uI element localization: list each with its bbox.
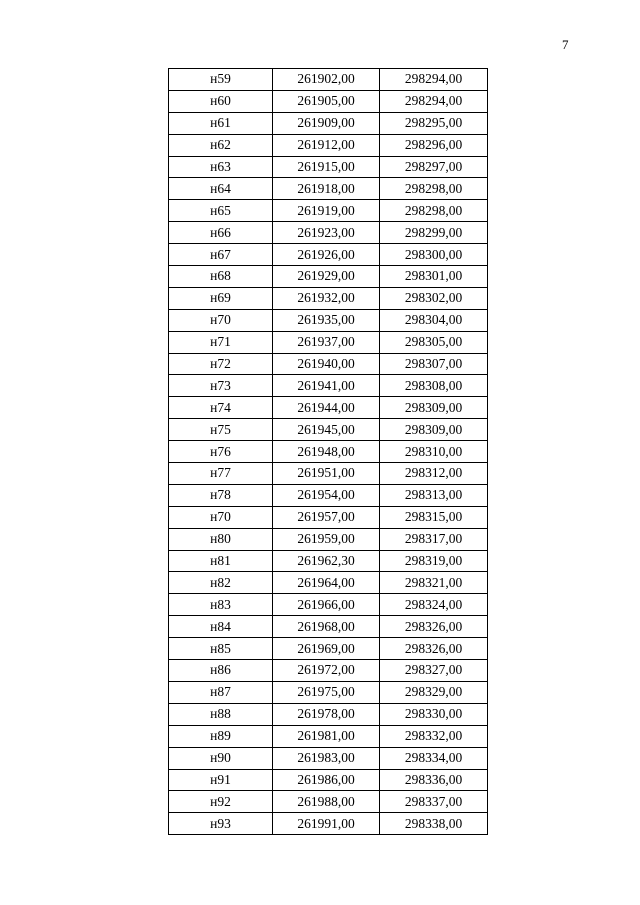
- point-cell: н81: [169, 550, 273, 572]
- point-cell: н89: [169, 725, 273, 747]
- y-coordinate-cell: 298315,00: [380, 506, 488, 528]
- y-coordinate-cell: 298298,00: [380, 200, 488, 222]
- point-cell: н80: [169, 528, 273, 550]
- x-coordinate-cell: 261905,00: [273, 90, 380, 112]
- point-cell: н84: [169, 616, 273, 638]
- x-coordinate-cell: 261988,00: [273, 791, 380, 813]
- point-cell: н74: [169, 397, 273, 419]
- coordinates-table: [168, 68, 488, 835]
- x-coordinate-cell: 261986,00: [273, 769, 380, 791]
- point-cell: н65: [169, 200, 273, 222]
- point-cell: н71: [169, 331, 273, 353]
- y-coordinate-cell: 298309,00: [380, 419, 488, 441]
- y-coordinate-cell: 298301,00: [380, 266, 488, 288]
- x-coordinate-cell: 261966,00: [273, 594, 380, 616]
- point-cell: н59: [169, 69, 273, 91]
- point-cell: н78: [169, 484, 273, 506]
- table-row: [169, 397, 488, 419]
- y-coordinate-cell: 298312,00: [380, 463, 488, 485]
- table-row: [169, 572, 488, 594]
- x-coordinate-cell: 261968,00: [273, 616, 380, 638]
- y-coordinate-cell: 298296,00: [380, 134, 488, 156]
- y-coordinate-cell: 298313,00: [380, 484, 488, 506]
- x-coordinate-cell: 261935,00: [273, 309, 380, 331]
- y-coordinate-cell: 298304,00: [380, 309, 488, 331]
- point-cell: н77: [169, 463, 273, 485]
- table-row: [169, 747, 488, 769]
- x-coordinate-cell: 261929,00: [273, 266, 380, 288]
- point-cell: н69: [169, 287, 273, 309]
- y-coordinate-cell: 298337,00: [380, 791, 488, 813]
- x-coordinate-cell: 261919,00: [273, 200, 380, 222]
- y-coordinate-cell: 298319,00: [380, 550, 488, 572]
- table-row: [169, 200, 488, 222]
- point-cell: н93: [169, 813, 273, 835]
- point-cell: н88: [169, 703, 273, 725]
- x-coordinate-cell: 261962,30: [273, 550, 380, 572]
- y-coordinate-cell: 298299,00: [380, 222, 488, 244]
- table-row: [169, 594, 488, 616]
- point-cell: н82: [169, 572, 273, 594]
- x-coordinate-cell: 261912,00: [273, 134, 380, 156]
- point-cell: н86: [169, 660, 273, 682]
- x-coordinate-cell: 261937,00: [273, 331, 380, 353]
- y-coordinate-cell: 298317,00: [380, 528, 488, 550]
- table-row: [169, 222, 488, 244]
- y-coordinate-cell: 298338,00: [380, 813, 488, 835]
- table-row: [169, 287, 488, 309]
- x-coordinate-cell: 261978,00: [273, 703, 380, 725]
- y-coordinate-cell: 298332,00: [380, 725, 488, 747]
- point-cell: н73: [169, 375, 273, 397]
- point-cell: н61: [169, 112, 273, 134]
- table-row: [169, 69, 488, 91]
- x-coordinate-cell: 261941,00: [273, 375, 380, 397]
- point-cell: н68: [169, 266, 273, 288]
- x-coordinate-cell: 261951,00: [273, 463, 380, 485]
- x-coordinate-cell: 261926,00: [273, 244, 380, 266]
- point-cell: н66: [169, 222, 273, 244]
- table-row: [169, 528, 488, 550]
- x-coordinate-cell: 261932,00: [273, 287, 380, 309]
- point-cell: н67: [169, 244, 273, 266]
- table-row: [169, 660, 488, 682]
- y-coordinate-cell: 298302,00: [380, 287, 488, 309]
- table-row: [169, 419, 488, 441]
- table-row: [169, 134, 488, 156]
- point-cell: н75: [169, 419, 273, 441]
- y-coordinate-cell: 298327,00: [380, 660, 488, 682]
- point-cell: н87: [169, 681, 273, 703]
- table-row: [169, 791, 488, 813]
- y-coordinate-cell: 298310,00: [380, 441, 488, 463]
- table-row: [169, 441, 488, 463]
- y-coordinate-cell: 298330,00: [380, 703, 488, 725]
- y-coordinate-cell: 298295,00: [380, 112, 488, 134]
- table-row: [169, 353, 488, 375]
- point-cell: н60: [169, 90, 273, 112]
- y-coordinate-cell: 298326,00: [380, 616, 488, 638]
- y-coordinate-cell: 298326,00: [380, 638, 488, 660]
- table-row: [169, 266, 488, 288]
- table-row: [169, 638, 488, 660]
- x-coordinate-cell: 261909,00: [273, 112, 380, 134]
- y-coordinate-cell: 298309,00: [380, 397, 488, 419]
- x-coordinate-cell: 261975,00: [273, 681, 380, 703]
- point-cell: н70: [169, 309, 273, 331]
- x-coordinate-cell: 261902,00: [273, 69, 380, 91]
- y-coordinate-cell: 298308,00: [380, 375, 488, 397]
- point-cell: н92: [169, 791, 273, 813]
- table-row: [169, 463, 488, 485]
- table-row: [169, 616, 488, 638]
- point-cell: н63: [169, 156, 273, 178]
- y-coordinate-cell: 298294,00: [380, 90, 488, 112]
- x-coordinate-cell: 261964,00: [273, 572, 380, 594]
- point-cell: н91: [169, 769, 273, 791]
- point-cell: н83: [169, 594, 273, 616]
- x-coordinate-cell: 261981,00: [273, 725, 380, 747]
- table-row: [169, 178, 488, 200]
- table-row: [169, 112, 488, 134]
- y-coordinate-cell: 298300,00: [380, 244, 488, 266]
- x-coordinate-cell: 261940,00: [273, 353, 380, 375]
- table-row: [169, 550, 488, 572]
- x-coordinate-cell: 261991,00: [273, 813, 380, 835]
- point-cell: н90: [169, 747, 273, 769]
- y-coordinate-cell: 298294,00: [380, 69, 488, 91]
- x-coordinate-cell: 261954,00: [273, 484, 380, 506]
- page-number: 7: [562, 37, 569, 52]
- table-row: [169, 90, 488, 112]
- y-coordinate-cell: 298307,00: [380, 353, 488, 375]
- point-cell: н76: [169, 441, 273, 463]
- x-coordinate-cell: 261957,00: [273, 506, 380, 528]
- x-coordinate-cell: 261918,00: [273, 178, 380, 200]
- point-cell: н85: [169, 638, 273, 660]
- y-coordinate-cell: 298298,00: [380, 178, 488, 200]
- x-coordinate-cell: 261969,00: [273, 638, 380, 660]
- table-row: [169, 725, 488, 747]
- x-coordinate-cell: 261915,00: [273, 156, 380, 178]
- y-coordinate-cell: 298334,00: [380, 747, 488, 769]
- x-coordinate-cell: 261959,00: [273, 528, 380, 550]
- y-coordinate-cell: 298324,00: [380, 594, 488, 616]
- x-coordinate-cell: 261972,00: [273, 660, 380, 682]
- x-coordinate-cell: 261944,00: [273, 397, 380, 419]
- table-row: [169, 309, 488, 331]
- point-cell: н62: [169, 134, 273, 156]
- table-row: [169, 244, 488, 266]
- y-coordinate-cell: 298329,00: [380, 681, 488, 703]
- table-row: [169, 681, 488, 703]
- table-row: [169, 375, 488, 397]
- point-cell: н72: [169, 353, 273, 375]
- table-row: [169, 813, 488, 835]
- table-row: [169, 703, 488, 725]
- table-row: [169, 506, 488, 528]
- x-coordinate-cell: 261923,00: [273, 222, 380, 244]
- point-cell: н70: [169, 506, 273, 528]
- coordinates-table-body: [169, 69, 488, 835]
- table-row: [169, 156, 488, 178]
- y-coordinate-cell: 298297,00: [380, 156, 488, 178]
- y-coordinate-cell: 298336,00: [380, 769, 488, 791]
- table-row: [169, 769, 488, 791]
- x-coordinate-cell: 261983,00: [273, 747, 380, 769]
- table-row: [169, 484, 488, 506]
- x-coordinate-cell: 261945,00: [273, 419, 380, 441]
- table-row: [169, 331, 488, 353]
- point-cell: н64: [169, 178, 273, 200]
- y-coordinate-cell: 298305,00: [380, 331, 488, 353]
- y-coordinate-cell: 298321,00: [380, 572, 488, 594]
- x-coordinate-cell: 261948,00: [273, 441, 380, 463]
